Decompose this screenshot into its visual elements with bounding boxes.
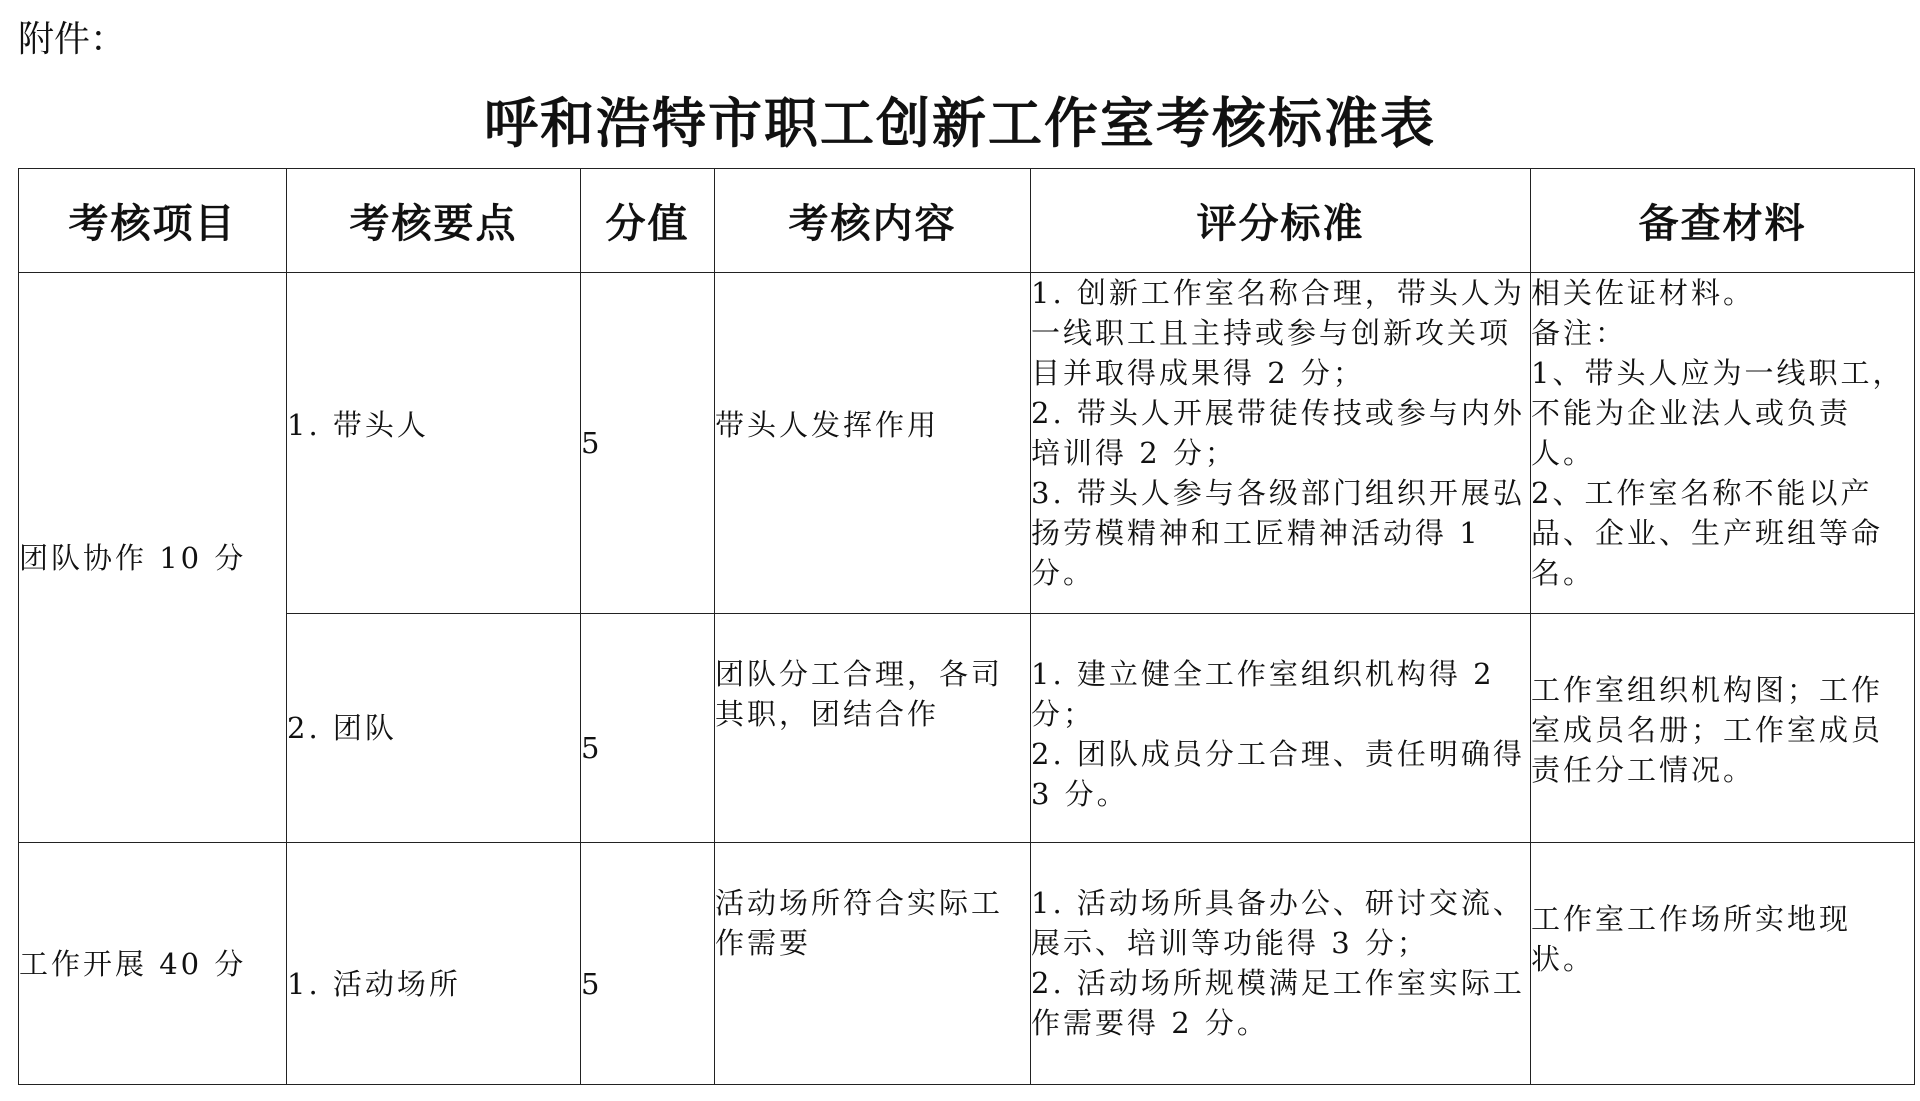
- materials-item: 相关佐证材料。: [1531, 276, 1756, 310]
- header-criteria: 评分标准: [1031, 169, 1531, 273]
- table-row: [19, 843, 1915, 1085]
- materials-item: 2、工作室名称不能以产品、企业、生产班组等命名。: [1531, 476, 1884, 590]
- document-title: 呼和浩特市职工创新工作室考核标准表: [484, 92, 1436, 155]
- score-value: 5: [581, 426, 603, 460]
- point-cell: [287, 843, 581, 1085]
- materials-item: 工作室工作场所实地现状。: [1531, 902, 1852, 976]
- materials-item: 1、带头人应为一线职工，不能为企业法人或负责人。: [1531, 356, 1905, 470]
- criteria-item: 1. 活动场所具备办公、研讨交流、展示、培训等功能得 3 分；: [1031, 886, 1525, 960]
- point-cell: [287, 273, 581, 614]
- criteria-cell: [1031, 614, 1531, 843]
- score-value: 5: [581, 731, 603, 765]
- materials-cell: [1531, 614, 1915, 843]
- table-row: [19, 614, 1915, 843]
- content-text: 活动场所符合实际工作需要: [715, 886, 1004, 960]
- header-project: 考核项目: [19, 169, 287, 273]
- score-cell: [581, 273, 715, 614]
- materials-cell: [1531, 843, 1915, 1085]
- project-cell: [19, 273, 287, 843]
- content-cell: [715, 843, 1031, 1085]
- project-cell: [19, 843, 287, 1085]
- criteria-cell: [1031, 273, 1531, 614]
- header-point: 考核要点: [287, 169, 581, 273]
- point-label: 2. 团队: [287, 711, 397, 745]
- content-text: 团队分工合理，各司其职，团结合作: [715, 657, 1004, 731]
- table-header-row: [19, 169, 1915, 273]
- content-cell: [715, 273, 1031, 614]
- criteria-item: 2. 带头人开展带徒传技或参与内外培训得 2 分；: [1031, 396, 1525, 470]
- materials-cell: [1531, 273, 1915, 614]
- criteria-cell: [1031, 843, 1531, 1085]
- assessment-table: [18, 168, 1915, 1085]
- materials-item: 工作室组织机构图；工作室成员名册；工作室成员责任分工情况。: [1531, 673, 1884, 787]
- point-label: 1. 带头人: [287, 408, 429, 442]
- header-materials: 备查材料: [1531, 169, 1915, 273]
- point-label: 1. 活动场所: [287, 966, 461, 1001]
- project-label: 工作开展 40 分: [19, 946, 247, 981]
- criteria-item: 3. 带头人参与各级部门组织开展弘扬劳模精神和工匠精神活动得 1 分。: [1031, 476, 1525, 590]
- score-cell: [581, 843, 715, 1085]
- content-text: 带头人发挥作用: [715, 408, 940, 442]
- materials-item: 备注：: [1531, 316, 1628, 350]
- point-cell: [287, 614, 581, 843]
- content-cell: [715, 614, 1031, 843]
- header-score: 分值: [581, 169, 715, 273]
- criteria-item: 1. 创新工作室名称合理，带头人为一线职工且主持或参与创新攻关项目并取得成果得 2 分；: [1031, 276, 1525, 390]
- header-content: 考核内容: [715, 169, 1031, 273]
- criteria-item: 1. 建立健全工作室组织机构得 2 分；: [1031, 657, 1495, 731]
- criteria-item: 2. 活动场所规模满足工作室实际工作需要得 2 分。: [1031, 966, 1525, 1040]
- attachment-label: 附件：: [18, 19, 127, 60]
- project-label: 团队协作 10 分: [19, 540, 247, 575]
- table-row: [19, 273, 1915, 614]
- score-cell: [581, 614, 715, 843]
- criteria-item: 2. 团队成员分工合理、责任明确得 3 分。: [1031, 737, 1525, 811]
- score-value: 5: [581, 966, 603, 1001]
